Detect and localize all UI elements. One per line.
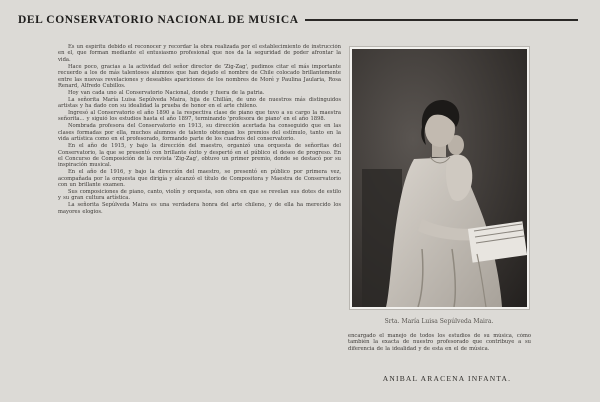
article-continuation (348, 333, 531, 359)
article-paragraph: Nombrada profesora del Conservatorio en 1913, su dirección acertada ha conseguido que en las clases formadas por ella, muchos alumnos de talento obtengan los premios del estímulo, tanto en la vida artística como en el profesorado, formando parte de los cuadros del conservatorio. (58, 123, 341, 143)
article-paragraph: En el año de 1916, y bajo la dirección del maestro, se presentó en público por primera vez, acompañada por la orquesta que dirigía y alcanzó el título de Compositora y Maestra de Conservatorio con un brillante examen. (58, 169, 341, 189)
article-paragraph: La señorita Sepúlveda Maira es una verdadera honra del arte chileno, y de ella ha merecido los mayores elogios. (58, 202, 341, 215)
page-header-title: DEL CONSERVATORIO NACIONAL DE MUSICA (18, 14, 299, 26)
article-paragraph: Hace poco, gracias a la actividad del señor director de 'Zig-Zag', pudimos citar el más importante recuerdo a los de más talentosos alumnos que han dejado el nombre de Chile colocado brillantemente entre las nuevas revelaciones y deseables apariciones de los nombres de Moré y Paulina Jaularia, Rosa Renard, Alfredo Cubillos. (58, 63, 341, 89)
author-signature: ANIBAL ARACENA INFANTA. (382, 374, 512, 383)
article-paragraph: Es un espíritu debido el reconocer y recordar la obra realizada por el establecimiento de instrucción en el, que forman mediante el entusiasmo profesional que nos da la seguridad de poder afrontar la vida. (58, 44, 341, 63)
article-paragraph: encargado el manejo de todos los estudios de su música, cómo también la exacta de nuestro profesorado que contribuye a su diferencia de la idealidad y de esta en el de música. (348, 333, 531, 352)
photo-caption: Srta. María Luisa Sepúlveda Maira. (384, 318, 494, 325)
portrait-photo (352, 49, 527, 307)
article-paragraph: La señorita María Luisa Sepúlveda Maira, hija de Chillán, de uno de nuestros más distinguidos artistas y ha dado con su idealidad la prueba de honor en el arte chileno. (58, 96, 341, 110)
article-paragraph: En el año de 1915, y bajo la dirección del maestro, organizó una orquesta de señoritas del Conservatorio, la que se presentó con brillante éxito y despertó en el público el deseo de progreso. En el Concurso de Composición de la revista 'Zig-Zag', obtuvo un primer premio, donde se destacó por su inspiración musical. (58, 143, 341, 169)
page-header (18, 6, 578, 34)
article-text-column (58, 44, 341, 392)
header-rule (305, 19, 578, 21)
article-paragraph: Ingresó al Conservatorio el año 1890 a la respectiva clase de piano que tuvo a su cargo la maestra señorita... y siguió los estudios hasta el año 1897, terminando 'profesora de piano' en el año 1898. (58, 110, 341, 123)
portrait-photo-frame (349, 46, 530, 310)
article-paragraph: Hoy van cada uno al Conservatorio Nacional, donde y fuera de la patria. (68, 89, 265, 96)
article-paragraph: Sus composiciones de piano, canto, violín y orquesta, son obra en que se revelan sus dotes de estilo y su gran cultura artística. (58, 188, 341, 202)
